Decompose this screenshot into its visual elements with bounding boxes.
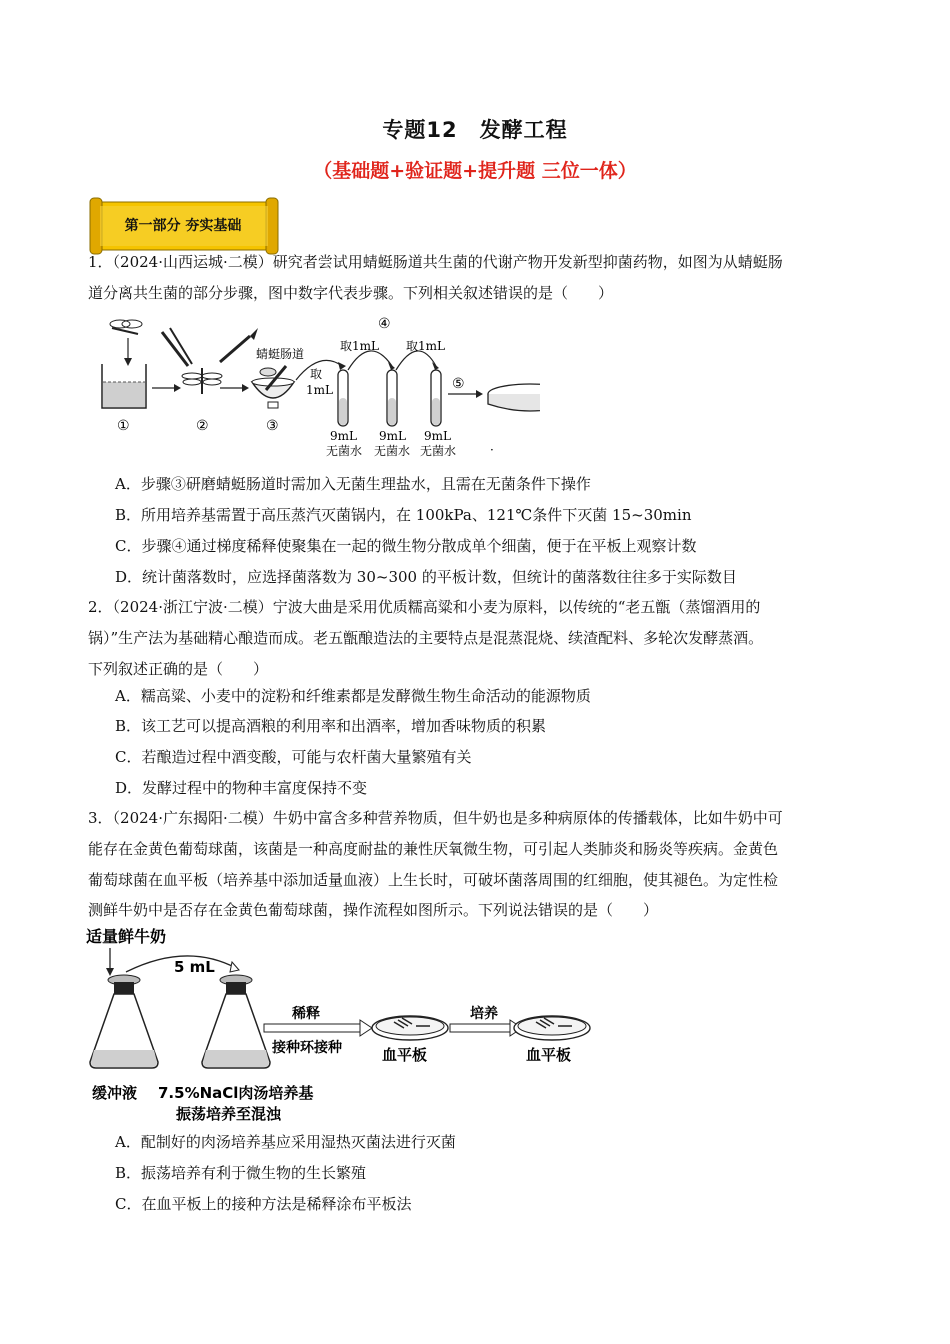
petri-dish-icon [488,384,540,411]
hollow-arrow-icon [360,1020,372,1036]
q1-stem-line2: 道分离共生菌的部分步骤，图中数字代表步骤。下列相关叙述错误的是（ ） [88,284,614,302]
page-subtitle: （基础题+验证题+提升题 三位一体） [313,160,637,182]
q2-stem-line3: 下列叙述正确的是（ ） [88,660,269,678]
q3-option-c: C．在血平板上的接种方法是稀释涂布平板法 [115,1195,412,1213]
down-arrow-icon [106,968,114,976]
arrow-icon-3 [476,390,483,398]
q1-figure [90,314,540,464]
mortar-icon [252,366,294,408]
dragonfly-icon [110,320,142,334]
take-label-3: 取1mL [406,339,445,353]
blood-plate-icon-2 [514,1016,590,1040]
culture-label: 培养 [470,1006,498,1022]
q3-stem-line2: 能存在金黄色葡萄球菌，该菌是一种高度耐盐的兼性厌氧微生物，可引起人类肺炎和肠炎等疾病。金黄色 [88,840,779,858]
tube-volume-2: 9mL [379,429,406,443]
q1-option-b: B．所用培养基需置于高压蒸汽灭菌锅内，在 100kPa、121℃条件下灭菌 15~30min [115,506,692,524]
q3-stem-line4: 测鲜牛奶中是否存在金黄色葡萄球菌，操作流程如图所示。下列说法错误的是（ ） [88,901,659,919]
q1-stem-line1: 1．（2024·山西运城·二模）研究者尝试用蜻蜓肠道共生菌的代谢产物开发新型抑菌药物，如图为从蜻蜓肠 [88,253,783,271]
dilute-label: 稀释 [292,1006,320,1022]
dragonfly-specimen-icon [182,368,222,394]
flask-icon-2 [202,975,270,1068]
plate-label-2: 血平板 [526,1046,572,1064]
tube-content-1: 无菌水 [326,444,363,458]
step5-label: ⑤ [452,376,465,392]
q1-option-a: A．步骤③研磨蜻蜓肠道时需加入无菌生理盐水，且需在无菌条件下操作 [115,475,591,493]
q2-option-d: D．发酵过程中的物种丰富度保持不变 [115,779,368,797]
test-tube-icon-3 [431,370,441,426]
section-label: 第一部分 夯实基础 [124,218,242,234]
figure-dot: · [490,443,494,457]
step1-label: ① [117,418,130,434]
q2-stem-line2: 锅）”生产法为基础精心酿造而成。老五甑酿造法的主要特点是混蒸混烧、续渣配料、多轮次发酵蒸酒。 [88,629,764,647]
q2-stem-line1: 2．（2024·浙江宁波·二模）宁波大曲是采用优质糯高粱和小麦为原料，以传统的“老五甑（蒸馏酒用的 [88,598,761,616]
shake-label: 振荡培养至混浊 [176,1105,282,1122]
forceps-icon [162,328,192,366]
q3-option-a: A．配制好的肉汤培养基应采用湿热灭菌法进行灭菌 [115,1133,456,1151]
beaker-icon [102,364,146,408]
plate-label-1: 血平板 [382,1046,428,1064]
step3-label: ③ [266,418,279,434]
arrow-icon [174,384,181,392]
q3-stem-line3: 葡萄球菌在血平板（培养基中添加适量血液）上生长时，可破坏菌落周围的红细胞，使其褪色。为定性检 [88,871,779,889]
step2-label: ② [196,418,209,434]
take-volume: 1mL [306,383,333,397]
tube-content-3: 无菌水 [420,444,457,458]
test-tube-icon-2 [387,370,397,426]
step4-label: ④ [378,316,391,332]
organ-label: 蜻蜓肠道 [256,347,305,361]
scalpel-icon [220,328,258,362]
q3-option-b: B．振荡培养有利于微生物的生长繁殖 [115,1164,367,1182]
buffer-label: 缓冲液 [92,1084,138,1102]
arrow-icon-2 [242,384,249,392]
flask-icon [90,975,158,1068]
q1-option-c: C．步骤④通过梯度稀释使聚集在一起的微生物分散成单个细菌，便于在平板上观察计数 [115,537,697,555]
take-label-2: 取1mL [340,339,379,353]
tube-volume-3: 9mL [424,429,451,443]
broth-label: 7.5%NaCl肉汤培养基 [158,1084,314,1102]
transfer-label: 5 mL [174,958,215,976]
q2-option-c: C．若酿造过程中酒变酸，可能与农杆菌大量繁殖有关 [115,748,472,766]
tube-content-2: 无菌水 [374,444,411,458]
q3-stem-line1: 3．（2024·广东揭阳·二模）牛奶中富含多种营养物质，但牛奶也是多种病原体的传播载体，比如牛奶中可 [88,809,783,827]
inoculate-label: 接种环接种 [272,1040,342,1056]
test-tube-icon [338,370,348,426]
q2-option-b: B．该工艺可以提高酒粮的利用率和出酒率，增加香味物质的积累 [115,717,547,735]
milk-label: 适量鲜牛奶 [86,927,167,946]
page-title: 专题12 发酵工程 [382,118,568,142]
q1-option-d: D．统计菌落数时，应选择菌落数为 30~300 的平板计数，但统计的菌落数往往多于实际数目 [115,568,737,586]
tube-volume-1: 9mL [330,429,357,443]
take-label: 取 [310,367,323,381]
q3-figure [86,922,596,1122]
blood-plate-icon [372,1016,448,1040]
q2-option-a: A．糯高粱、小麦中的淀粉和纤维素都是发酵微生物生命活动的能源物质 [115,687,591,705]
